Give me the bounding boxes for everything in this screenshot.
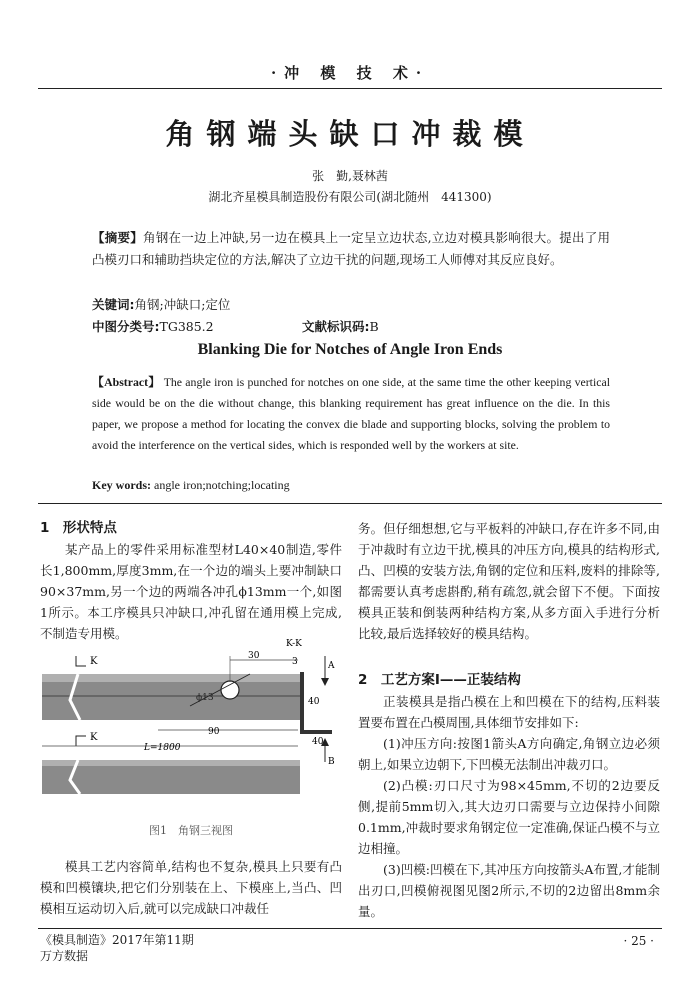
footer-journal-block xyxy=(40,932,194,964)
footer-rule xyxy=(38,928,662,929)
section1-heading: 1 形状特点 xyxy=(40,520,117,536)
section2-item2: (2)凸模:刃口尺寸为98×45mm,不切的2边要反侧,提前5mm切入,其大边刃口需要与立边保持小间隙0.1mm,冲裁时要求角钢定位一定准确,保证凸模不与立边相撞。 xyxy=(358,778,660,856)
journal-issue: 《模具制造》2017年第11期 xyxy=(40,933,194,947)
page-number: · 25 · xyxy=(623,934,654,948)
section2-heading: 2 工艺方案Ⅰ——正装结构 xyxy=(358,672,521,688)
keywords-label: 关键词: xyxy=(92,297,135,312)
dim-3: 3 xyxy=(292,657,298,667)
dim-90: 90 xyxy=(208,727,220,737)
hole xyxy=(221,681,239,699)
k-bottom-label: K xyxy=(90,732,98,743)
kk-label: K-K xyxy=(286,639,302,649)
left-column-bottom xyxy=(40,856,342,919)
k-top-label: K xyxy=(90,656,98,667)
doc-id xyxy=(302,317,379,335)
en-keywords-value: angle iron;notching;locating xyxy=(154,478,290,492)
dim-40-vertical: 40 xyxy=(308,697,320,707)
keywords-en xyxy=(92,478,290,493)
en-abstract-text: The angle iron is punched for notches on one side, at the same time the other keeping vertical side would be on the die without change, this blanking requirement has great influence on the die. In this paper, we propose a method for locating the convex die blade and supporting blocks, solving the problem to avoid the interference on the vertical sides, which is responded well by the workers at site. xyxy=(92,375,610,452)
article-title: 角钢端头缺口冲裁模 xyxy=(165,117,535,151)
en-abstract-label: 【Abstract】 xyxy=(92,375,161,389)
keywords-zh xyxy=(92,295,230,313)
abstract-zh xyxy=(92,227,610,271)
dim-40-horizontal: 40 xyxy=(312,737,324,747)
doc-id-value: B xyxy=(369,319,379,334)
right-para-continued: 务。但仔细想想,它与平板料的冲缺口,存在许多不同,由于冲裁时有立边干扰,模具的冲压方向,模具的结构形式,凸、凹模的安装方法,角钢的定位和压料,废料的排除等,都需要认真考虑斟酌,稍有疏忽,就会留下不便。下面按模具正装和倒装两种结构方案,从多方面入手进行分析比较,最后选择较好的模具结构。 xyxy=(358,521,660,641)
authors: 张 勤,聂林茜 xyxy=(312,169,388,183)
en-keywords-label: Key words: xyxy=(92,478,151,492)
arrow-b-label: B xyxy=(328,757,335,767)
abstract-divider xyxy=(38,503,662,504)
section2-para: 正装模具是指凸模在上和凹模在下的结构,压料装置要布置在凸模周围,具体细节安排如下: xyxy=(358,694,660,730)
doc-id-label: 文献标识码: xyxy=(302,319,370,334)
section1-para1: 某产品上的零件采用标准型材L40×40制造,零件长1,800mm,厚度3mm,在一个边的端头上要冲制缺口90×37mm,另一个边的两端各冲孔ϕ13mm一个,如图1所示。本工序模具只冲缺口,冲孔留在通用模上完成,不制造专用模。 xyxy=(40,542,342,641)
dim-length: L=1800 xyxy=(144,743,181,753)
section-tag: ·冲 模 技 术· xyxy=(270,64,430,82)
arrow-a-label: A xyxy=(328,661,335,671)
figure1-drawing xyxy=(40,634,342,834)
english-title: Blanking Die for Notches of Angle Iron Ends xyxy=(197,341,503,358)
dim-hole-label: ϕ13 xyxy=(196,693,214,703)
section2-item1: (1)冲压方向:按图1箭头A方向确定,角钢立边必须朝上,如果立边朝下,下凹模无法制出冲裁刃口。 xyxy=(358,736,660,772)
header-rule xyxy=(38,88,662,89)
section-vertical-leg xyxy=(300,672,304,734)
clc-label: 中图分类号: xyxy=(92,319,160,334)
left-column-top xyxy=(40,518,342,644)
clc-number xyxy=(92,317,214,335)
section2-item3: (3)凹模:凹模在下,其冲压方向按箭头A布置,才能制出刃口,凹模俯视图见图2所示,不切的2边留出8mm余量。 xyxy=(358,862,660,919)
source-watermark: 万方数据 xyxy=(40,949,89,963)
affiliation: 湖北齐星模具制造股份有限公司(湖北随州 441300) xyxy=(208,190,492,204)
right-column xyxy=(358,518,660,922)
keywords-value: 角钢;冲缺口;定位 xyxy=(134,297,231,312)
section-horizontal-leg xyxy=(300,730,332,734)
abstract-label: 【摘要】 xyxy=(92,230,143,245)
dim-30: 30 xyxy=(248,651,260,661)
abstract-text: 角钢在一边上冲缺,另一边在模具上一定呈立边状态,立边对模具影响很大。提出了用凸模刃口和辅助挡块定位的方法,解决了立边干扰的问题,现场工人师傅对其反应良好。 xyxy=(92,230,610,267)
abstract-en xyxy=(92,372,610,456)
clc-value: TG385.2 xyxy=(159,319,214,334)
section1-para2: 模具工艺内容简单,结构也不复杂,模具上只要有凸模和凹模镶块,把它们分别装在上、下模座上,当凸、凹模相互运动切入后,就可以完成缺口冲裁任 xyxy=(40,859,342,916)
figure1-caption: 图1 角钢三视图 xyxy=(149,824,233,837)
